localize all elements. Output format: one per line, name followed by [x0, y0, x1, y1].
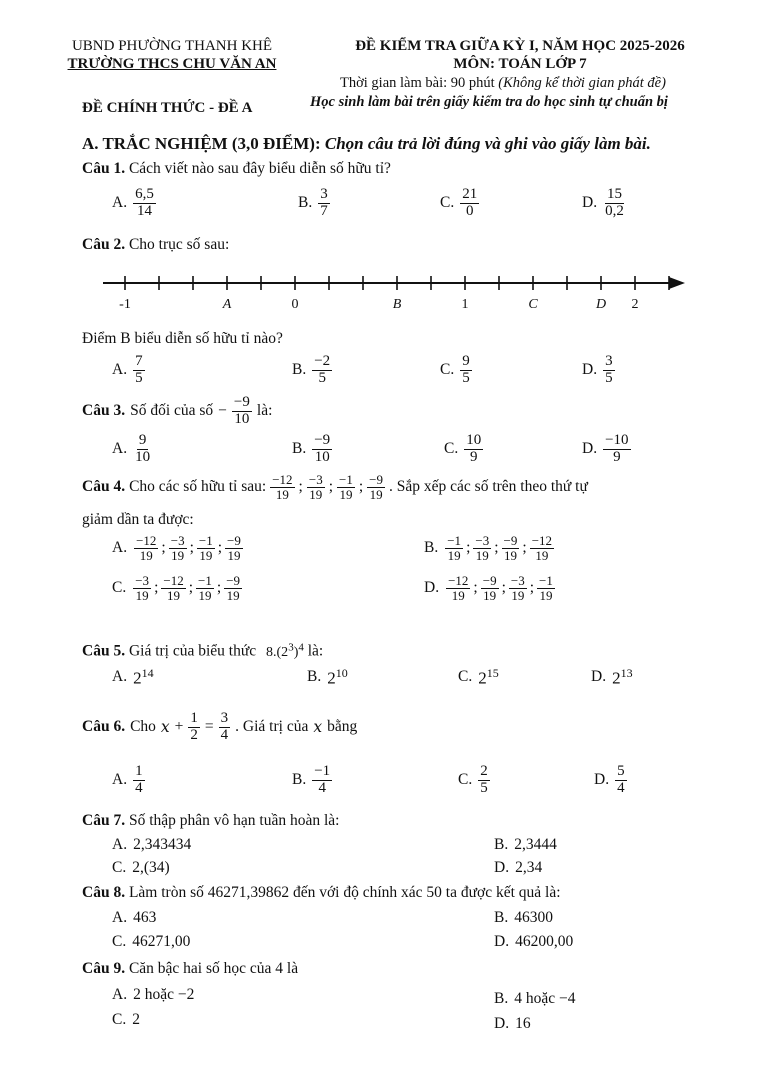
q2-question: Điểm B biểu diễn số hữu tỉ nào? [82, 330, 283, 347]
q4-option-b: B. $\frac{-1}{19}$ ; $\frac{-3}{19}$ ; $\frac{-9}{19}$ ; $\frac{-12}{19}$ [424, 533, 553, 563]
q3-option-d: D. $\frac{-10}{9}$ [582, 432, 629, 465]
q3-option-b: B. $\frac{-9}{10}$ [292, 432, 331, 465]
q5-option-a: A. $2^{14}$ [112, 666, 154, 688]
q1-option-a: A. $\frac{6,5}{14}$ [112, 186, 154, 219]
number-line-label: 0 [291, 297, 299, 312]
q7-option-b: B. 2,3444 [494, 836, 557, 853]
q8-option-a: A. 463 [112, 909, 157, 926]
number-line-label: C [528, 297, 538, 312]
q6-option-a: A. $\frac{1}{4}$ [112, 763, 143, 796]
q2-option-d: D. $\frac{3}{5}$ [582, 353, 613, 386]
q9-option-c: C. 2 [112, 1011, 140, 1028]
q4-option-a: A. $\frac{-12}{19}$ ; $\frac{-3}{19}$ ; $\frac{-1}{19}$ ; $\frac{-9}{19}$ [112, 533, 241, 563]
number-line-label: -1 [119, 297, 131, 312]
question-6: Câu 6. Cho x + $\frac{1}{2}$ = $\frac{3}{4}$ . Giá trị của x bằng [82, 710, 358, 743]
q7-option-a: A. 2,343434 [112, 836, 192, 853]
q2-option-c: C. $\frac{9}{5}$ [440, 353, 470, 386]
arrow-head-icon [669, 277, 685, 289]
number-line-label: 1 [461, 297, 469, 312]
number-line-label: B [392, 297, 402, 312]
number-line-label: D [595, 297, 607, 312]
q8-option-b: B. 46300 [494, 909, 553, 926]
q4-option-d: D. $\frac{-12}{19}$ ; $\frac{-9}{19}$ ; $\frac{-3}{19}$ ; $\frac{-1}{19}$ [424, 573, 553, 603]
question-3: Câu 3. Số đối của số − $\frac{-9}{10}$ là: [82, 394, 273, 427]
exam-title: ĐỀ KIỂM TRA GIỮA KỲ I, NĂM HỌC 2025-2026 [355, 38, 685, 54]
number-line-label: A [222, 297, 232, 312]
question-2: Câu 2. Cho trục số sau: [82, 236, 230, 253]
q2-option-a: A. $\frac{7}{5}$ [112, 353, 143, 386]
q8-option-d: D. 46200,00 [494, 933, 574, 950]
q5-expression: $8.(2^3)^4$ [266, 641, 304, 660]
q5-option-d: D. $2^{13}$ [591, 666, 633, 688]
q7-option-c: C. 2,(34) [112, 859, 170, 876]
q1-option-b: B. $\frac{3}{7}$ [298, 186, 328, 219]
section-a-heading: A. TRẮC NGHIỆM (3,0 ĐIỂM): Chọn câu trả lời đúng và ghi vào giấy làm bài. [82, 134, 651, 153]
q8-option-c: C. 46271,00 [112, 933, 191, 950]
school-name: TRƯỜNG THCS CHU VĂN AN [67, 56, 277, 72]
q9-option-d: D. 16 [494, 1015, 531, 1032]
q6-option-b: B. $\frac{-1}{4}$ [292, 763, 331, 796]
q3-option-c: C. $\frac{10}{9}$ [444, 432, 482, 465]
subject-title: MÔN: TOÁN LỚP 7 [453, 56, 587, 72]
question-4: Câu 4. Cho các số hữu tỉ sau: $\frac{-12}{19}$ ; $\frac{-3}{19}$ ; $\frac{-1}{19}$ ; $\frac{-9}{19}$ . Sắp xếp các số trên theo thứ tự [82, 472, 588, 502]
q9-option-a: A. 2 hoặc −2 [112, 986, 195, 1003]
question-5: Câu 5. Giá trị của biểu thức $8.(2^3)^4$ là: [82, 641, 324, 660]
number-line-label: 2 [631, 297, 639, 312]
q5-option-b: B. $2^{10}$ [307, 666, 348, 688]
q3-option-a: A. $\frac{9}{10}$ [112, 432, 151, 465]
number-line [95, 270, 695, 320]
q2-option-b: B. $\frac{-2}{5}$ [292, 353, 331, 386]
official-label: ĐỀ CHÍNH THỨC - ĐỀ A [82, 100, 253, 116]
q4-line2: giảm dần ta được: [82, 511, 194, 528]
time-info: Thời gian làm bài: 90 phút (Không kể thời gian phát đề) [340, 75, 666, 91]
paper-instruction: Học sinh làm bài trên giấy kiểm tra do học sinh tự chuẩn bị [310, 94, 668, 110]
question-9: Câu 9. Căn bậc hai số học của 4 là [82, 960, 299, 977]
q1-option-d: D. $\frac{15}{0,2}$ [582, 186, 624, 219]
q4-option-c: C. $\frac{-3}{19}$ ; $\frac{-12}{19}$ ; $\frac{-1}{19}$ ; $\frac{-9}{19}$ [112, 573, 241, 603]
q6-option-d: D. $\frac{5}{4}$ [594, 763, 625, 796]
question-8: Câu 8. Làm tròn số 46271,39862 đến với độ chính xác 50 ta được kết quả là: [82, 884, 561, 901]
q1-option-c: C. $\frac{21}{0}$ [440, 186, 478, 219]
department-name: UBND PHƯỜNG THANH KHÊ [71, 38, 273, 54]
q6-option-c: C. $\frac{2}{5}$ [458, 763, 488, 796]
q9-option-b: B. 4 hoặc −4 [494, 990, 576, 1007]
question-7: Câu 7. Số thập phân vô hạn tuần hoàn là: [82, 812, 340, 829]
question-1: Câu 1. Cách viết nào sau đây biểu diễn số hữu tỉ? [82, 160, 391, 177]
q5-option-c: C. $2^{15}$ [458, 666, 499, 688]
q7-option-d: D. 2,34 [494, 859, 543, 876]
